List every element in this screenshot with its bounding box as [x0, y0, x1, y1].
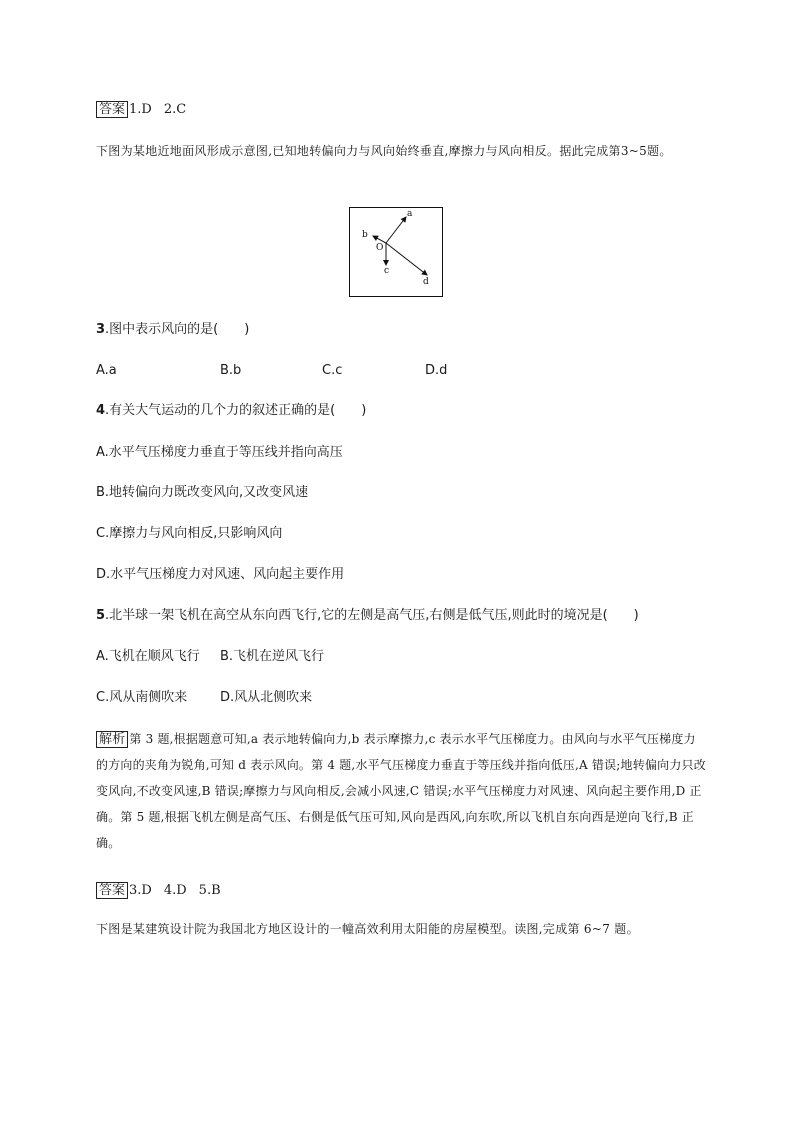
label-c: c [384, 266, 390, 276]
question-number: 4 [96, 403, 106, 418]
q5-option-c: C.风从南侧吹来 [96, 690, 188, 705]
q4-option-c: C.摩擦力与风向相反,只影响风向 [96, 526, 283, 541]
wind-force-diagram [349, 207, 443, 297]
arrow-d [386, 243, 427, 275]
question-3 [96, 321, 706, 339]
question-text: .北半球一架飞机在高空从东向西飞行,它的左侧是高气压,右侧是低气压,则此时的境况是( ) [105, 608, 639, 623]
q5-option-b: B.飞机在逆风飞行 [220, 649, 325, 664]
q3-option-b: B.b [220, 363, 242, 378]
question-number: 3 [96, 322, 106, 337]
q3-option-a: A.a [96, 363, 117, 378]
q4-option-a: A.水平气压梯度力垂直于等压线并指向高压 [96, 445, 343, 460]
q3-option-d: D.d [425, 363, 448, 378]
question-4 [96, 402, 706, 420]
question-text: .图中表示风向的是( ) [105, 322, 250, 337]
answer-item: 3.D [129, 883, 152, 898]
explanation-tag: 解析 [96, 731, 128, 748]
answer-line-2 [96, 882, 706, 899]
label-d: d [423, 277, 429, 287]
answer-tag: 答案 [96, 101, 128, 118]
intro-paragraph-1: 下图为某地近地面风形成示意图,已知地转偏向力与风向始终垂直,摩擦力与风向相反。据此完成第3~5题。 [96, 144, 672, 158]
explanation-paragraph [96, 726, 706, 856]
intro-paragraph-2: 下图是某建筑设计院为我国北方地区设计的一幢高效利用太阳能的房屋模型。读图,完成第 6~7 题。 [96, 922, 639, 936]
label-a: a [407, 209, 413, 219]
answer-item: 1.D [129, 102, 152, 117]
arrow-b [373, 236, 386, 243]
explanation-text: 第 3 题,根据题意可知,a 表示地转偏向力,b 表示摩擦力,c 表示水平气压梯度力。由风向与水平气压梯度力的方向的夹角为锐角,可知 d 表示风向。第 4 题,水平气压梯度力垂直于等压线并指向低压,A 错误;地转偏向力只改变风向,不改变风速,B 错误;摩擦力与风向相反,会减小风速,C 错误;水平气压梯度力对风速、风向起主要作用,D 正确。第 5 题,根据飞机左侧是高气压、右侧是低气压可知,风向是西风,向东吹,所以飞机自东向西是逆向飞行,B 正确。 [96, 732, 706, 850]
question-5 [96, 607, 736, 625]
answer-item: 2.C [163, 102, 187, 117]
q4-option-d: D.水平气压梯度力对风速、风向起主要作用 [96, 567, 345, 582]
answer-tag: 答案 [96, 882, 128, 899]
answer-item: 4.D [163, 883, 187, 898]
answer-item: 5.B [198, 883, 221, 898]
q4-option-b: B.地转偏向力既改变风向,又改变风速 [96, 485, 309, 500]
q3-option-c: C.c [322, 363, 343, 378]
label-o: O [376, 243, 384, 253]
q5-option-d: D.风从北侧吹来 [220, 690, 313, 705]
question-number: 5 [96, 608, 106, 623]
wind-force-svg [349, 207, 443, 297]
answer-line-1 [96, 101, 706, 118]
q5-option-a: A.飞机在顺风飞行 [96, 649, 200, 664]
arrow-a [386, 217, 406, 243]
label-b: b [362, 230, 368, 240]
question-text: .有关大气运动的几个力的叙述正确的是( ) [105, 403, 367, 418]
